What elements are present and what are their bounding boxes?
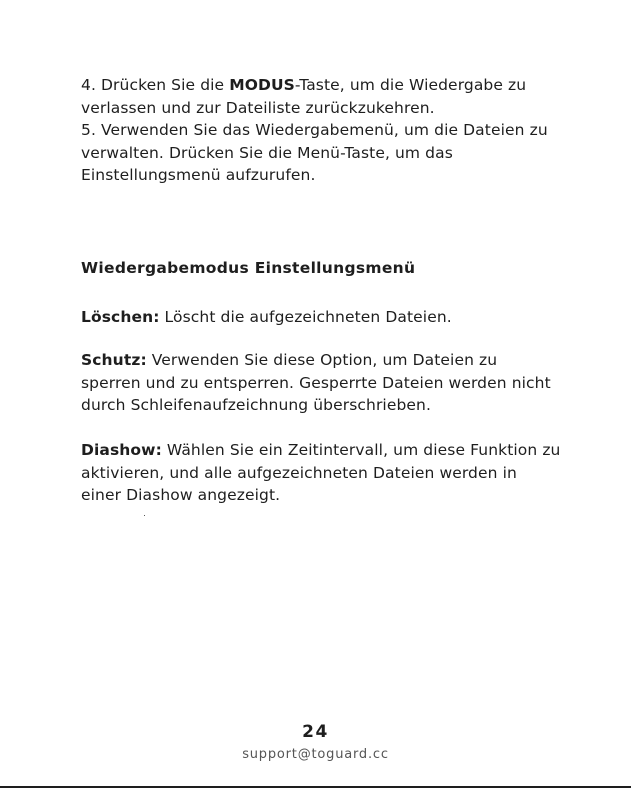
step-4-suffix: -Taste, um die Wiedergabe zu verlassen und zur Dateiliste zurückzukehren. (81, 76, 527, 117)
entry-term: Löschen: (81, 308, 160, 326)
entry-diashow (81, 439, 561, 507)
step-4-prefix: 4. Drücken Sie die (81, 76, 230, 94)
entry-text: Verwenden Sie diese Option, um Dateien zu sperren und zu entsperren. Gesperrte Dateien werden nicht durch Schleifenaufzeichnung überschrieben. (81, 351, 551, 414)
intro-steps (81, 74, 561, 187)
section-heading: Wiedergabemodus Einstellungsmenü (81, 259, 416, 277)
step-5: 5. Verwenden Sie das Wiedergabemenü, um die Dateien zu verwalten. Drücken Sie die Menü-Taste, um das Einstellungsmenü aufzurufen. (81, 121, 548, 184)
page-number: 24 (302, 722, 329, 742)
entry-term: Diashow: (81, 441, 162, 459)
entry-term: Schutz: (81, 351, 147, 369)
entry-text: Wählen Sie ein Zeitintervall, um diese Funktion zu aktivieren, und alle aufgezeichneten Dateien werden in einer Diashow angezeigt. (81, 441, 561, 504)
support-email: support@toguard.cc (242, 747, 389, 762)
entry-schutz (81, 349, 561, 417)
step-4-mode-key: MODUS (229, 76, 295, 94)
stray-dot (144, 515, 145, 516)
entry-loeschen (81, 306, 561, 329)
step-4 (81, 74, 561, 119)
entry-text: Löscht die aufgezeichneten Dateien. (159, 308, 452, 326)
